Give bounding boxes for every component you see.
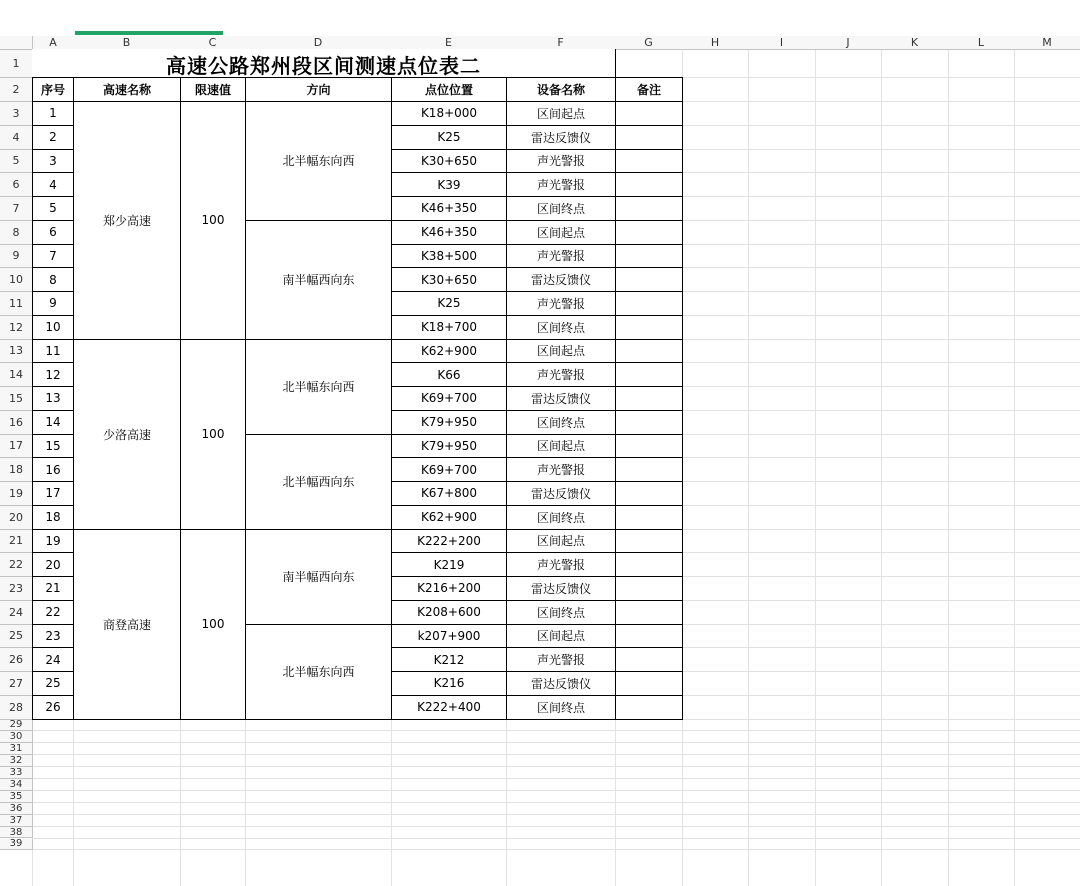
row-header[interactable]: 15 (0, 387, 33, 411)
row-location[interactable]: K46+350 (391, 196, 507, 221)
gridline-row (33, 838, 1080, 839)
row-seq[interactable]: 10 (32, 315, 74, 340)
row-seq[interactable]: 21 (32, 576, 74, 601)
row-seq[interactable]: 20 (32, 552, 74, 577)
row-location[interactable]: K25 (391, 291, 507, 316)
row-device[interactable]: 声光警报 (506, 149, 616, 174)
row-remark[interactable] (615, 600, 683, 625)
row-header[interactable]: 29 (0, 720, 33, 732)
row-device[interactable]: 声光警报 (506, 647, 616, 672)
row-remark[interactable] (615, 671, 683, 696)
row-seq[interactable]: 24 (32, 647, 74, 672)
column-header-k[interactable]: K (881, 36, 949, 50)
row-location[interactable]: K219 (391, 552, 507, 577)
row-remark[interactable] (615, 339, 683, 364)
row-location[interactable]: K212 (391, 647, 507, 672)
row-device[interactable]: 区间起点 (506, 220, 616, 245)
row-location[interactable]: K38+500 (391, 244, 507, 269)
row-header[interactable]: 8 (0, 221, 33, 245)
highway-name[interactable]: 商登高速 (73, 529, 181, 720)
row-device[interactable]: 区间终点 (506, 315, 616, 340)
row-device[interactable]: 雷达反馈仪 (506, 671, 616, 696)
row-location[interactable]: k207+900 (391, 624, 507, 649)
gridline-col (1014, 50, 1015, 886)
row-location[interactable]: K79+950 (391, 434, 507, 459)
row-device[interactable]: 雷达反馈仪 (506, 481, 616, 506)
column-label-1: 序号 (32, 77, 74, 102)
row-seq[interactable]: 4 (32, 172, 74, 197)
row-header[interactable]: 7 (0, 197, 33, 221)
row-seq[interactable]: 8 (32, 267, 74, 292)
row-location[interactable]: K62+900 (391, 505, 507, 530)
row-header[interactable]: 11 (0, 292, 33, 316)
row-location[interactable]: K222+200 (391, 529, 507, 554)
row-remark[interactable] (615, 457, 683, 482)
row-header[interactable]: 14 (0, 363, 33, 387)
column-label-3: 限速值 (180, 77, 246, 102)
column-header-a[interactable]: A (33, 36, 74, 50)
column-header-g[interactable]: G (615, 36, 683, 50)
row-header[interactable]: 10 (0, 268, 33, 292)
row-seq[interactable]: 13 (32, 386, 74, 411)
speed-limit[interactable]: 100 (180, 529, 246, 720)
column-header-b[interactable]: B (73, 36, 181, 50)
row-remark[interactable] (615, 125, 683, 150)
row-header[interactable]: 21 (0, 530, 33, 554)
gridline-col (948, 50, 949, 886)
row-remark[interactable] (615, 315, 683, 340)
row-location[interactable]: K30+650 (391, 267, 507, 292)
row-header[interactable]: 25 (0, 625, 33, 649)
row-header[interactable]: 34 (0, 779, 33, 791)
row-header[interactable]: 33 (0, 767, 33, 779)
row-seq[interactable]: 9 (32, 291, 74, 316)
row-header[interactable]: 36 (0, 803, 33, 815)
row-remark[interactable] (615, 481, 683, 506)
row-location[interactable]: K62+900 (391, 339, 507, 364)
row-seq[interactable]: 17 (32, 481, 74, 506)
row-remark[interactable] (615, 386, 683, 411)
row-device[interactable]: 区间起点 (506, 339, 616, 364)
direction[interactable]: 北半幅东向西 (245, 339, 392, 435)
row-device[interactable]: 区间起点 (506, 101, 616, 126)
row-location[interactable]: K18+000 (391, 101, 507, 126)
row-remark[interactable] (615, 695, 683, 720)
row-device[interactable]: 声光警报 (506, 457, 616, 482)
row-device[interactable]: 雷达反馈仪 (506, 386, 616, 411)
row-header[interactable]: 28 (0, 696, 33, 720)
row-remark[interactable] (615, 505, 683, 530)
row-seq[interactable]: 23 (32, 624, 74, 649)
column-header-e[interactable]: E (391, 36, 507, 50)
gridline-row (33, 766, 1080, 767)
row-device[interactable]: 区间终点 (506, 600, 616, 625)
sheet-title: 高速公路郑州段区间测速点位表二 (32, 49, 616, 78)
row-location[interactable]: K18+700 (391, 315, 507, 340)
row-remark[interactable] (615, 362, 683, 387)
column-label-2: 高速名称 (73, 77, 181, 102)
row-device[interactable]: 区间起点 (506, 434, 616, 459)
gridline-row (33, 754, 1080, 755)
row-seq[interactable]: 12 (32, 362, 74, 387)
direction[interactable]: 北半幅东向西 (245, 101, 392, 221)
row-header[interactable]: 37 (0, 815, 33, 827)
row-device[interactable]: 区间终点 (506, 695, 616, 720)
row-header[interactable]: 20 (0, 506, 33, 530)
column-header-h[interactable]: H (682, 36, 749, 50)
selection-indicator (75, 31, 223, 35)
column-header-i[interactable]: I (748, 36, 816, 50)
row-seq[interactable]: 15 (32, 434, 74, 459)
row-device[interactable]: 声光警报 (506, 244, 616, 269)
row-remark[interactable] (615, 529, 683, 554)
row-remark[interactable] (615, 267, 683, 292)
row-header[interactable]: 17 (0, 435, 33, 459)
row-device[interactable]: 区间终点 (506, 196, 616, 221)
gridline-row (33, 730, 1080, 731)
gridline-row (33, 742, 1080, 743)
row-seq[interactable]: 26 (32, 695, 74, 720)
row-seq[interactable]: 19 (32, 529, 74, 554)
row-location[interactable]: K67+800 (391, 481, 507, 506)
column-header-d[interactable]: D (245, 36, 392, 50)
row-remark[interactable] (615, 196, 683, 221)
row-remark[interactable] (615, 244, 683, 269)
row-header[interactable]: 9 (0, 245, 33, 269)
row-location[interactable]: K25 (391, 125, 507, 150)
row-device[interactable]: 区间终点 (506, 505, 616, 530)
row-header[interactable]: 5 (0, 150, 33, 174)
row-remark[interactable] (615, 576, 683, 601)
row-device[interactable]: 声光警报 (506, 172, 616, 197)
row-remark[interactable] (615, 220, 683, 245)
row-location[interactable]: K46+350 (391, 220, 507, 245)
row-device[interactable]: 声光警报 (506, 291, 616, 316)
row-header[interactable]: 13 (0, 340, 33, 364)
row-seq[interactable]: 16 (32, 457, 74, 482)
row-device[interactable]: 区间终点 (506, 410, 616, 435)
gridline-row (33, 802, 1080, 803)
row-device[interactable]: 雷达反馈仪 (506, 267, 616, 292)
select-all-corner[interactable] (0, 36, 33, 50)
row-seq[interactable]: 6 (32, 220, 74, 245)
row-remark[interactable] (615, 552, 683, 577)
row-header[interactable]: 31 (0, 743, 33, 755)
row-header[interactable]: 18 (0, 458, 33, 482)
gridline-col (815, 50, 816, 886)
row-device[interactable]: 雷达反馈仪 (506, 576, 616, 601)
row-header[interactable]: 2 (0, 78, 33, 102)
highway-name[interactable]: 郑少高速 (73, 101, 181, 340)
row-location[interactable]: K79+950 (391, 410, 507, 435)
row-location[interactable]: K69+700 (391, 457, 507, 482)
row-remark[interactable] (615, 291, 683, 316)
speed-limit[interactable]: 100 (180, 101, 246, 340)
speed-limit[interactable]: 100 (180, 339, 246, 530)
row-seq[interactable]: 14 (32, 410, 74, 435)
row-header[interactable]: 24 (0, 601, 33, 625)
gridline-col (881, 50, 882, 886)
row-seq[interactable]: 18 (32, 505, 74, 530)
row-header[interactable]: 22 (0, 553, 33, 577)
row-header[interactable]: 23 (0, 577, 33, 601)
row-seq[interactable]: 22 (32, 600, 74, 625)
row-device[interactable]: 区间起点 (506, 624, 616, 649)
row-header[interactable]: 30 (0, 731, 33, 743)
row-remark[interactable] (615, 410, 683, 435)
row-header[interactable]: 38 (0, 827, 33, 839)
gridline-row (33, 826, 1080, 827)
column-header-f[interactable]: F (506, 36, 616, 50)
row-header[interactable]: 39 (0, 839, 33, 851)
row-location[interactable]: K216 (391, 671, 507, 696)
row-seq[interactable]: 7 (32, 244, 74, 269)
row-header[interactable]: 6 (0, 173, 33, 197)
row-header[interactable]: 4 (0, 126, 33, 150)
direction[interactable]: 北半幅东向西 (245, 624, 392, 720)
row-device[interactable]: 雷达反馈仪 (506, 125, 616, 150)
row-location[interactable]: K30+650 (391, 149, 507, 174)
row-location[interactable]: K69+700 (391, 386, 507, 411)
row-header[interactable]: 12 (0, 316, 33, 340)
row-remark[interactable] (615, 101, 683, 126)
row-location[interactable]: K66 (391, 362, 507, 387)
row-location[interactable]: K216+200 (391, 576, 507, 601)
row-remark[interactable] (615, 172, 683, 197)
column-label-6: 设备名称 (506, 77, 616, 102)
row-header[interactable]: 26 (0, 648, 33, 672)
row-header[interactable]: 32 (0, 755, 33, 767)
row-header[interactable]: 19 (0, 482, 33, 506)
row-header[interactable]: 16 (0, 411, 33, 435)
row-location[interactable]: K208+600 (391, 600, 507, 625)
row-device[interactable]: 声光警报 (506, 552, 616, 577)
row-device[interactable]: 声光警报 (506, 362, 616, 387)
gridline-row (33, 778, 1080, 779)
row-seq[interactable]: 2 (32, 125, 74, 150)
highway-name[interactable]: 少洛高速 (73, 339, 181, 530)
row-seq[interactable]: 11 (32, 339, 74, 364)
row-seq[interactable]: 25 (32, 671, 74, 696)
column-label-7: 备注 (615, 77, 683, 102)
direction[interactable]: 南半幅西向东 (245, 220, 392, 340)
row-remark[interactable] (615, 647, 683, 672)
column-header-m[interactable]: M (1014, 36, 1080, 50)
row-header[interactable]: 27 (0, 672, 33, 696)
gridline-row (33, 849, 1080, 850)
column-header-j[interactable]: J (815, 36, 882, 50)
row-device[interactable]: 区间起点 (506, 529, 616, 554)
row-seq[interactable]: 3 (32, 149, 74, 174)
row-location[interactable]: K39 (391, 172, 507, 197)
row-location[interactable]: K222+400 (391, 695, 507, 720)
gridline-row (33, 814, 1080, 815)
row-seq[interactable]: 1 (32, 101, 74, 126)
column-header-c[interactable]: C (180, 36, 246, 50)
gridline-col (748, 50, 749, 886)
direction[interactable]: 南半幅西向东 (245, 529, 392, 625)
row-header[interactable]: 1 (0, 50, 33, 78)
row-remark[interactable] (615, 434, 683, 459)
column-header-l[interactable]: L (948, 36, 1015, 50)
row-remark[interactable] (615, 149, 683, 174)
direction[interactable]: 北半幅西向东 (245, 434, 392, 530)
gridline-row (33, 790, 1080, 791)
row-header[interactable]: 35 (0, 791, 33, 803)
column-label-4: 方向 (245, 77, 392, 102)
row-header[interactable]: 3 (0, 102, 33, 126)
row-remark[interactable] (615, 624, 683, 649)
column-label-5: 点位位置 (391, 77, 507, 102)
row-seq[interactable]: 5 (32, 196, 74, 221)
